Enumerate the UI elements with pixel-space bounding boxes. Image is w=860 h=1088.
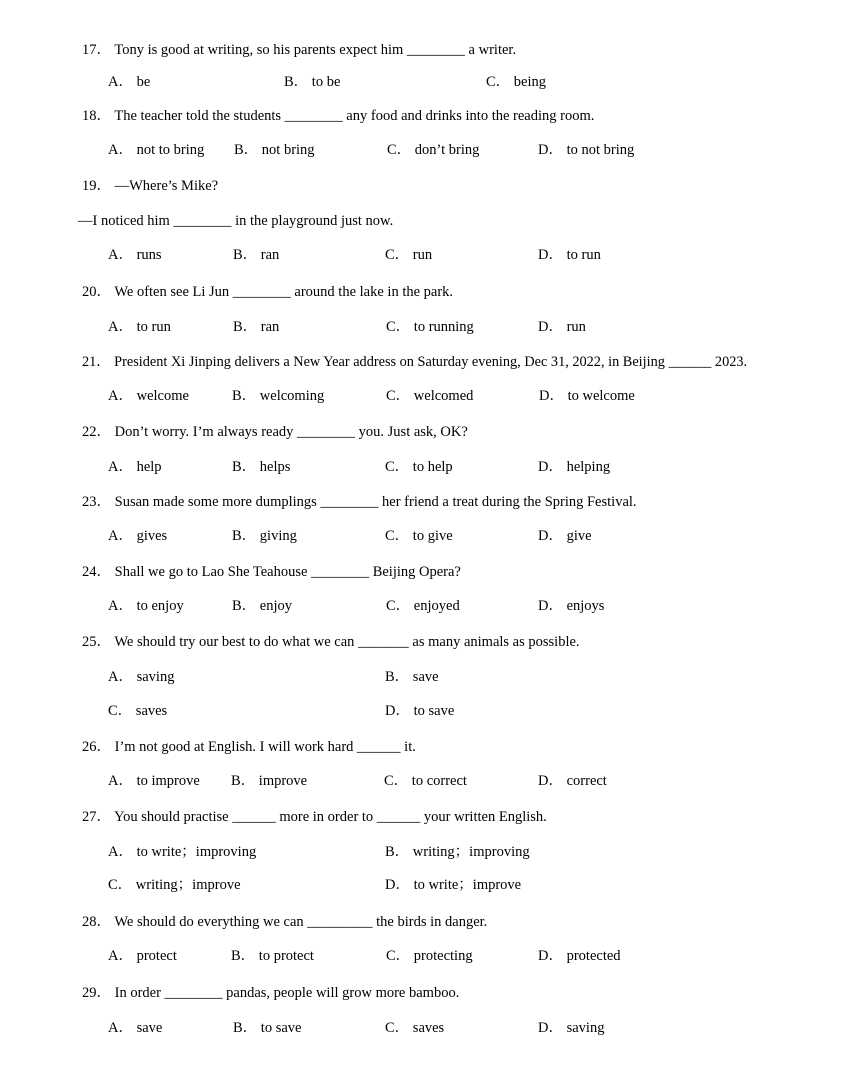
option-25-c: C． saves [108, 703, 168, 719]
option-25-a: A． saving [108, 669, 175, 685]
option-18-a: A． not to bring [108, 142, 205, 158]
option-23-b: B． giving [232, 528, 297, 544]
option-18-c: C． don’t bring [387, 142, 480, 158]
question-stem-25: 25． We should try our best to do what we can _______ as many animals as possible. [82, 634, 580, 650]
question-stem-18: 18． The teacher told the students ________ any food and drinks into the reading room. [82, 108, 595, 124]
option-27-a: A． to write；improving [108, 844, 257, 860]
option-24-b: B． enjoy [232, 598, 293, 614]
option-18-d: D． to not bring [538, 142, 635, 158]
question-stem-24: 24． Shall we go to Lao She Teahouse ________ Beijing Opera? [82, 564, 461, 580]
option-19-d: D． to run [538, 247, 601, 263]
option-27-c: C． writing；improve [108, 877, 241, 893]
option-19-b: B． ran [233, 247, 280, 263]
option-20-b: B． ran [233, 319, 280, 335]
option-26-d: D． correct [538, 773, 607, 789]
option-23-c: C． to give [385, 528, 453, 544]
option-19-c: C． run [385, 247, 433, 263]
option-17-b: B． to be [284, 74, 341, 90]
option-29-a: A． save [108, 1020, 163, 1036]
option-26-b: B． improve [231, 773, 308, 789]
option-20-a: A． to run [108, 319, 171, 335]
option-24-d: D． enjoys [538, 598, 605, 614]
question-stem-20: 20． We often see Li Jun ________ around the lake in the park. [82, 284, 454, 300]
option-19-a: A． runs [108, 247, 162, 263]
question-stem-21: 21． President Xi Jinping delivers a New Year address on Saturday evening, Dec 31, 2022, in Beijing ______ 2023. [82, 354, 748, 370]
option-20-c: C． to running [386, 319, 474, 335]
option-29-d: D． saving [538, 1020, 605, 1036]
option-17-c: C． being [486, 74, 547, 90]
question-stem-19: 19． —Where’s Mike? [82, 178, 219, 194]
question-stem-28: 28． We should do everything we can _________ the birds in danger. [82, 914, 488, 930]
question-stem-26: 26． I’m not good at English. I will work hard ______ it. [82, 739, 416, 755]
option-29-b: B． to save [233, 1020, 302, 1036]
option-25-b: B． save [385, 669, 439, 685]
option-29-c: C． saves [385, 1020, 445, 1036]
option-24-c: C． enjoyed [386, 598, 460, 614]
option-22-b: B． helps [232, 459, 291, 475]
option-26-c: C． to correct [384, 773, 467, 789]
question-stem-19-line2: —I noticed him ________ in the playground just now. [78, 213, 394, 229]
option-21-a: A． welcome [108, 388, 189, 404]
option-21-d: D． to welcome [539, 388, 635, 404]
question-stem-27: 27． You should practise ______ more in order to ______ your written English. [82, 809, 547, 825]
option-26-a: A． to improve [108, 773, 200, 789]
option-22-d: D． helping [538, 459, 611, 475]
option-28-d: D． protected [538, 948, 621, 964]
question-stem-22: 22． Don’t worry. I’m always ready ________ you. Just ask, OK? [82, 424, 468, 440]
question-stem-23: 23． Susan made some more dumplings ________ her friend a treat during the Spring Festival. [82, 494, 637, 510]
option-22-c: C． to help [385, 459, 453, 475]
option-27-b: B． writing；improving [385, 844, 530, 860]
question-stem-17: 17． Tony is good at writing, so his parents expect him ________ a writer. [82, 42, 517, 58]
option-22-a: A． help [108, 459, 162, 475]
option-21-c: C． welcomed [386, 388, 474, 404]
question-stem-29: 29． In order ________ pandas, people will grow more bamboo. [82, 985, 460, 1001]
option-23-d: D． give [538, 528, 592, 544]
option-28-c: C． protecting [386, 948, 473, 964]
option-24-a: A． to enjoy [108, 598, 184, 614]
option-23-a: A． gives [108, 528, 168, 544]
option-28-a: A． protect [108, 948, 177, 964]
option-28-b: B． to protect [231, 948, 314, 964]
option-27-d: D． to write；improve [385, 877, 522, 893]
option-17-a: A． be [108, 74, 151, 90]
option-21-b: B． welcoming [232, 388, 325, 404]
option-18-b: B． not bring [234, 142, 315, 158]
option-25-d: D． to save [385, 703, 455, 719]
option-20-d: D． run [538, 319, 586, 335]
